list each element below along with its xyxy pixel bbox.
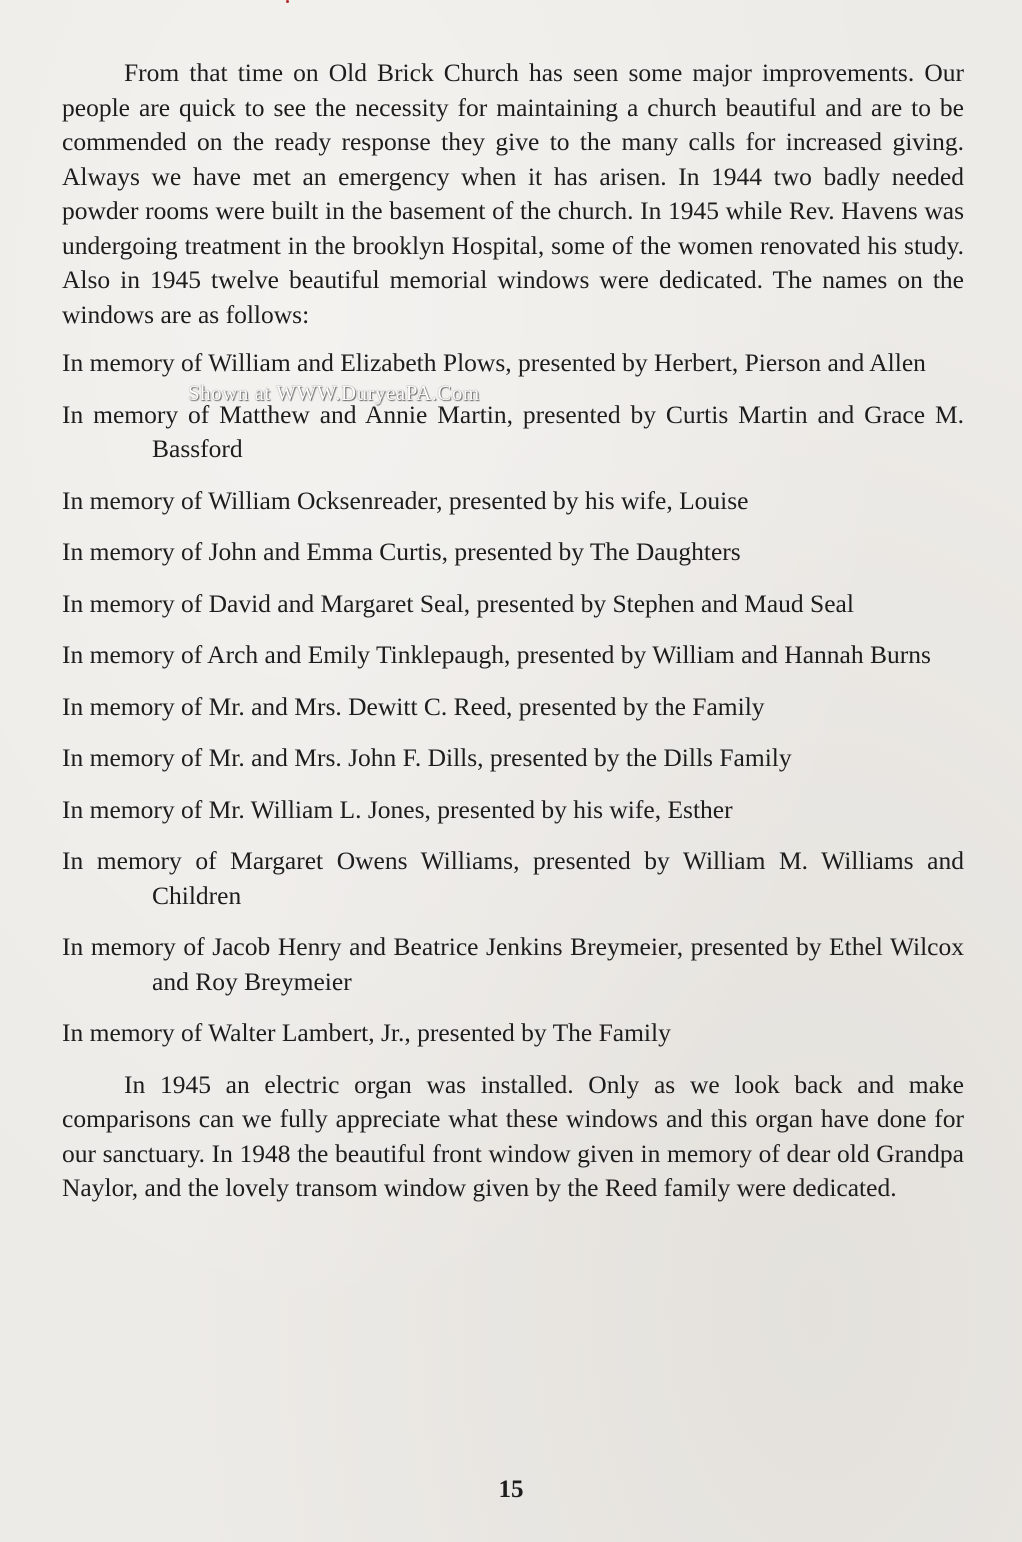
memorial-entry: In memory of Mr. and Mrs. Dewitt C. Reed, presented by the Family — [62, 691, 765, 721]
closing-paragraph: In 1945 an electric organ was installed. Only as we look back and make comparisons can we fully appreciate what these windows and this organ have done for our sanctuary. In 1948 the beautiful front window given in memory of dear old Grandpa Naylor, and the lovely transom window given by the Reed family were dedicated. — [62, 1069, 964, 1202]
watermark-text: Shown at WWW.DuryeaPA.Com — [188, 381, 480, 405]
page-speck — [286, 0, 289, 3]
memorial-entry: In memory of Matthew and Annie Martin, presented by Curtis Martin and Grace M. Bassford — [62, 399, 964, 463]
memorial-entry: In memory of William and Elizabeth Plows, presented by Herbert, Pierson and Allen — [62, 348, 926, 377]
page-body — [62, 56, 964, 1206]
memorial-entry: In memory of Arch and Emily Tinklepaugh, presented by William and Hannah Burns — [62, 640, 931, 669]
memorial-entry: In memory of David and Margaret Seal, presented by Stephen and Maud Seal — [62, 588, 854, 618]
memorial-entry: In memory of Margaret Owens Williams, presented by William M. Williams and Children — [62, 846, 964, 910]
memorial-entry: In memory of Mr. and Mrs. John F. Dills, presented by the Dills Family — [62, 743, 792, 772]
memorial-entry: In memory of Walter Lambert, Jr., presented by The Family — [62, 1018, 671, 1047]
intro-paragraph: From that time on Old Brick Church has seen some major improvements. Our people are quick to see the necessity for maintaining a church beautiful and are to be commended on the ready response they give to the many calls for increased giving. Always we have met an emergency when it has arisen. In 1944 two badly needed powder rooms were built in the basement of the church. In 1945 while Rev. Havens was undergoing treatment in the brooklyn Hospital, some of the women renovated his study. Also in 1945 twelve beautiful memorial windows were dedicated. The names on the windows are as follows: — [62, 58, 964, 329]
page-number: 15 — [498, 1476, 524, 1503]
memorial-list — [62, 346, 964, 1051]
memorial-entry: In memory of Mr. William L. Jones, presented by his wife, Esther — [62, 794, 733, 824]
memorial-entry: In memory of John and Emma Curtis, presented by The Daughters — [62, 537, 741, 566]
memorial-entry: In memory of Jacob Henry and Beatrice Jenkins Breymeier, presented by Ethel Wilcox and Roy Breymeier — [62, 932, 964, 996]
memorial-entry: In memory of William Ocksenreader, presented by his wife, Louise — [62, 485, 749, 515]
